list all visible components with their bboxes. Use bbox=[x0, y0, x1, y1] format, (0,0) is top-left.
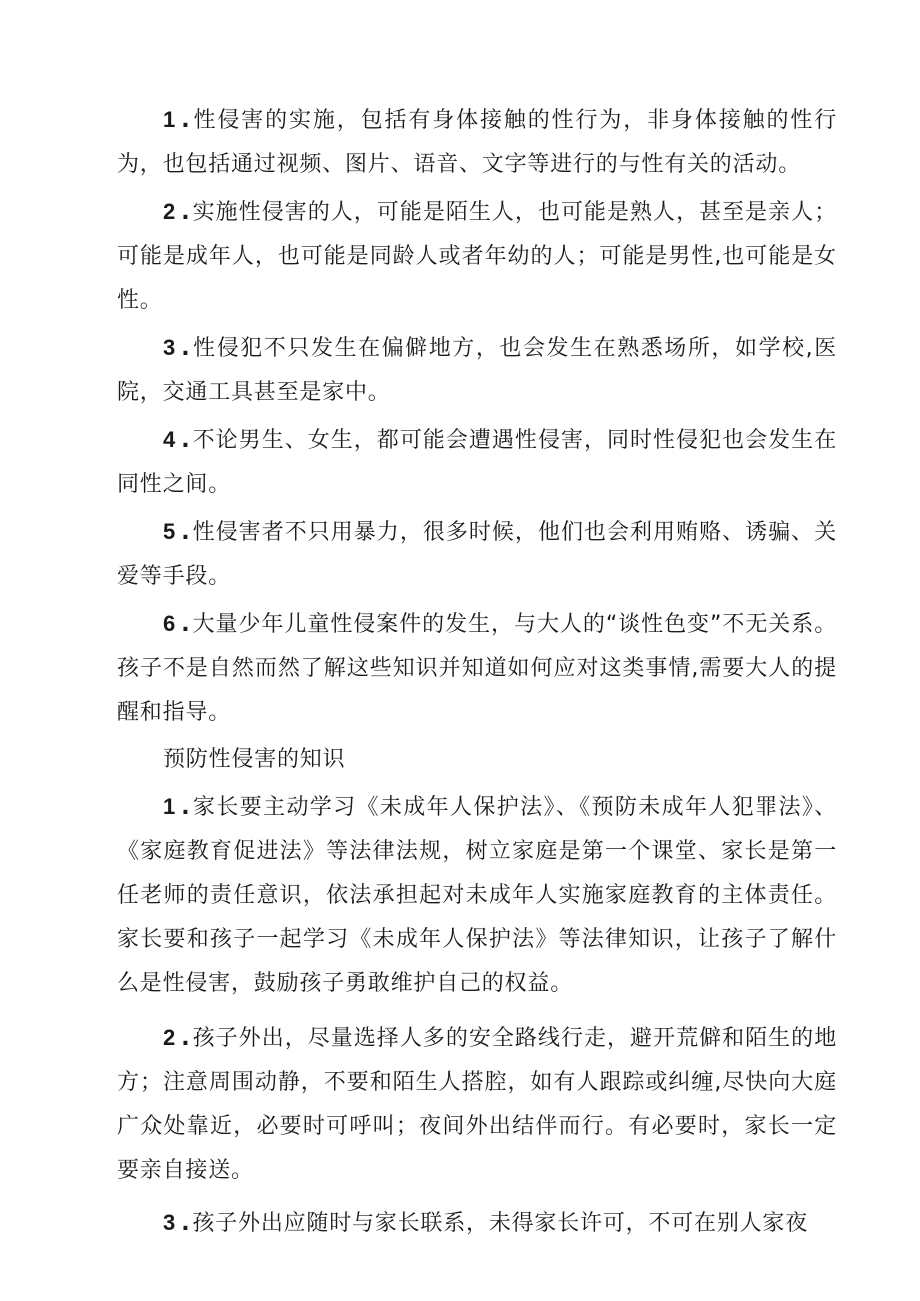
item-separator: . bbox=[181, 428, 191, 453]
item-number: 5 bbox=[163, 519, 176, 544]
item-separator: . bbox=[181, 1026, 191, 1051]
item-separator: . bbox=[181, 612, 191, 637]
item-separator: . bbox=[181, 1211, 191, 1236]
paragraph-1-4 bbox=[117, 418, 837, 507]
item-text: 实施性侵害的人，可能是陌生人，也可能是熟人，甚至是亲人；可能是成年人，也可能是同龄人或者年幼的人；可能是男性,也可能是女性。 bbox=[117, 200, 837, 313]
item-separator: . bbox=[181, 795, 191, 820]
item-text: 孩子外出，尽量选择人多的安全路线行走，避开荒僻和陌生的地方；注意周围动静，不要和陌生人搭腔，如有人跟踪或纠缠,尽快向大庭广众处靠近，必要时可呼叫；夜间外出结伴而行。有必要时，家长一定要亲自接送。 bbox=[117, 1026, 837, 1183]
item-text: 性侵犯不只发生在偏僻地方，也会发生在熟悉场所，如学校,医院，交通工具甚至是家中。 bbox=[117, 336, 837, 405]
paragraph-1-6 bbox=[117, 602, 837, 735]
item-separator: . bbox=[181, 520, 191, 545]
paragraph-2-2 bbox=[117, 1016, 837, 1193]
item-text: 不论男生、女生，都可能会遭遇性侵害，同时性侵犯也会发生在同性之间。 bbox=[117, 428, 837, 497]
paragraph-1-1 bbox=[117, 98, 837, 187]
item-separator: . bbox=[181, 108, 191, 133]
item-text: 家长要主动学习《未成年人保护法》、《预防未成年人犯罪法》、《家庭教育促进法》等法律法规，树立家庭是第一个课堂、家长是第一任老师的责任意识，依法承担起对未成年人实施家庭教育的主体责任。家长要和孩子一起学习《未成年人保护法》等法律知识，让孩子了解什么是性侵害，鼓励孩子勇敢维护自己的权益。 bbox=[117, 795, 837, 996]
item-text: 大量少年儿童性侵案件的发生，与大人的“谈性色变”不无关系。孩子不是自然而然了解这些知识并知道如何应对这类事情,需要大人的提醒和指导。 bbox=[117, 612, 837, 725]
section-heading: 预防性侵害的知识 bbox=[163, 747, 346, 772]
paragraph-2-3 bbox=[117, 1201, 837, 1246]
paragraph-1-3 bbox=[117, 326, 837, 415]
item-number: 1 bbox=[163, 794, 176, 819]
item-separator: . bbox=[181, 200, 191, 225]
item-separator: . bbox=[181, 336, 191, 361]
paragraph-2-1 bbox=[117, 785, 837, 1006]
item-text: 性侵害者不只用暴力，很多时候，他们也会利用贿赂、诱骗、关爱等手段。 bbox=[117, 520, 837, 589]
paragraph-1-2 bbox=[117, 190, 837, 323]
item-number: 6 bbox=[163, 611, 176, 636]
item-number: 2 bbox=[163, 1025, 176, 1050]
item-number: 1 bbox=[163, 107, 176, 132]
item-text: 孩子外出应随时与家长联系，未得家长许可，不可在别人家夜 bbox=[192, 1211, 809, 1236]
item-text: 性侵害的实施，包括有身体接触的性行为，非身体接触的性行为，也包括通过视频、图片、语音、文字等进行的与性有关的活动。 bbox=[117, 108, 837, 177]
document-body bbox=[117, 98, 837, 1246]
item-number: 2 bbox=[163, 199, 176, 224]
item-number: 3 bbox=[163, 1210, 176, 1235]
paragraph-1-5 bbox=[117, 510, 837, 599]
item-number: 3 bbox=[163, 335, 176, 360]
item-number: 4 bbox=[163, 427, 176, 452]
